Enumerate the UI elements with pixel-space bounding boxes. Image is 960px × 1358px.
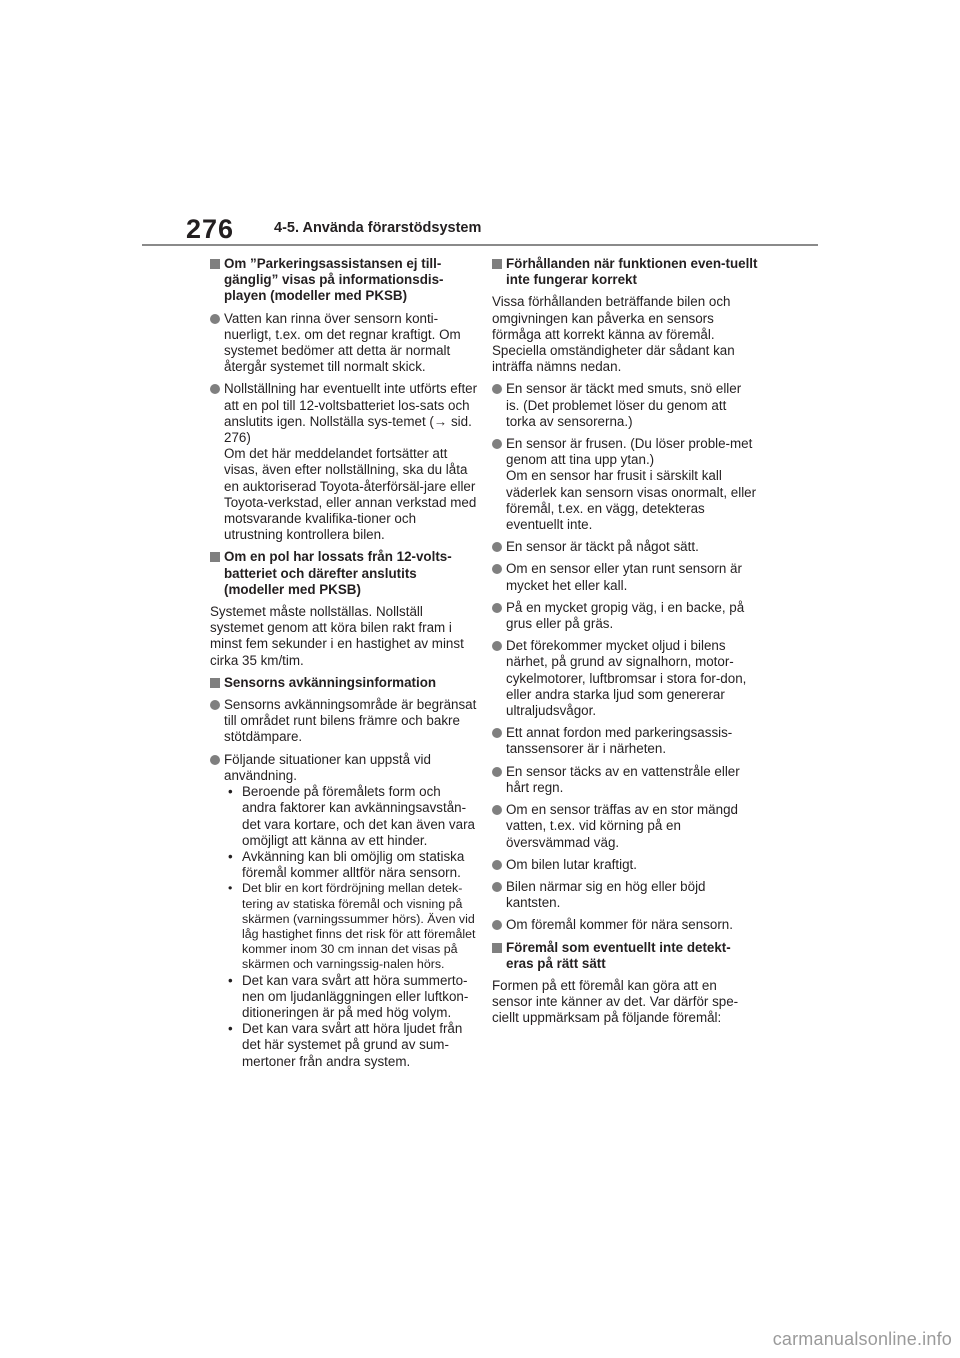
heading-sensor-info: Sensorns avkänningsinformation — [210, 675, 478, 691]
paragraph-conditions-intro: Vissa förhållanden beträffande bilen och omgivningen kan påverka en sensors förmåga att korrekt känna av föremål. Speciella omständigheter där sådant kan inträffa nämns nedan. — [492, 294, 735, 375]
heading-battery-reconnected: Om en pol har lossats från 12-volts-batteriet och därefter anslutits (modeller med PKSB) — [210, 549, 478, 598]
sub-bullet-item: • Det blir en kort fördröjning mellan detek-tering av statiska föremål och visning på skärmen (varningssummer hörs). Även vid låg hastighet finns det risk för att föremålet kommer inom 30 cm innan det visas på skärmen och varningssig-nalen hörs. — [228, 881, 476, 972]
header-rule — [142, 244, 818, 246]
square-bullet-icon — [210, 259, 220, 269]
sub-bullet-item: • Det kan vara svårt att höra summerto-nen om ljudanläggningen eller luftkon-ditioneringen är på med hög volym. — [228, 972, 469, 1020]
paragraph-reset-instructions: Systemet måste nollställas. Nollställ systemet genom att köra bilen rakt fram i minst fem sekunder i en hastighet av minst cirka 35 km/tim. — [210, 604, 464, 668]
sub-bullet-marker: • — [228, 1021, 233, 1037]
heading-undetected-objects: Föremål som eventuellt inte detekt-eras på rätt sätt — [492, 940, 758, 972]
square-bullet-icon — [210, 678, 220, 688]
round-bullet-icon — [492, 882, 502, 892]
sub-bullet-marker: • — [228, 784, 233, 800]
bullet-item: Om föremål kommer för nära sensorn. — [492, 917, 758, 933]
sub-bullet-marker: • — [228, 848, 233, 864]
square-bullet-icon — [492, 943, 502, 953]
bullet-item: Ett annat fordon med parkeringsassis-tanssensorer är i närheten. — [492, 725, 758, 757]
page-number: 276 — [186, 214, 235, 244]
watermark: carmanualsonline.info — [772, 1329, 952, 1349]
heading-parking-assist-unavailable: Om ”Parkeringsassistansen ej till-gänglig” visas på informationsdis-playen (modeller med PKSB) — [210, 256, 478, 305]
round-bullet-icon — [210, 384, 220, 394]
bullet-item: En sensor är frusen. (Du löser proble-met genom att tina upp ytan.) Om en sensor har frusit i särskilt kall väderlek kan sensorn visas onormalt, eller föremål, t.ex. en vägg, detekteras eventuellt inte. — [492, 436, 758, 533]
square-bullet-icon — [492, 259, 502, 269]
round-bullet-icon — [492, 920, 502, 930]
round-bullet-icon — [492, 641, 502, 651]
bullet-item: Om en sensor träffas av en stor mängd vatten, t.ex. vid körning på en översvämmad väg. — [492, 802, 758, 851]
round-bullet-icon — [492, 603, 502, 613]
bullet-item: Om bilen lutar kraftigt. — [492, 857, 758, 873]
round-bullet-icon — [492, 564, 502, 574]
bullet-item: Bilen närmar sig en hög eller böjd kantsten. — [492, 879, 758, 911]
round-bullet-icon — [492, 542, 502, 552]
square-bullet-icon — [210, 552, 220, 562]
paragraph-object-shapes: Formen på ett föremål kan göra att en sensor inte känner av det. Var därför spe-ciellt uppmärksam på följande föremål: — [492, 977, 739, 1026]
sub-bullet-item: • Avkänning kan bli omöjlig om statiska föremål kommer alltför nära sensorn. — [228, 848, 465, 881]
bullet-item: En sensor är täckt med smuts, snö eller is. (Det problemet löser du genom att torka av sensorerna.) — [492, 381, 758, 430]
sub-bullet-item: • Det kan vara svårt att höra ljudet från det här systemet på grund av sum-mertoner från andra system. — [228, 1021, 463, 1069]
round-bullet-icon — [210, 700, 220, 710]
bullet-item: En sensor är täckt på något sätt. — [492, 539, 758, 555]
round-bullet-icon — [492, 860, 502, 870]
bullet-item: Vatten kan rinna över sensorn konti-nuerligt, t.ex. om det regnar kraftigt. Om systemet bedömer att detta är normalt återgår systemet till normalt skick. — [210, 311, 478, 376]
round-bullet-icon — [492, 439, 502, 449]
bullet-item: Nollställning har eventuellt inte utförts efter att en pol till 12-voltsbatteriet los-sats och anslutits igen. Nollställa sys-temet (→ sid. 276) Om det här meddelandet fortsätter att visas, även efter nollställning, ska du låta en auktoriserad Toyota-återförsäl-jare eller Toyota-verkstad, eller annan verkstad med motsvarande kvalifika-tioner och utrustning kontrollera bilen. — [210, 381, 478, 543]
section-title: 4-5. Använda förarstödsystem — [274, 220, 482, 236]
sub-bullet-marker: • — [228, 972, 233, 988]
bullet-item: Följande situationer kan uppstå vid användning. • Beroende på föremålets form och andra faktorer kan avkänningsavstån-det vara kortare, och det kan även vara omöjligt att känna av ett hinder. • Avkänning kan bli omöjlig om statiska föremål kommer alltför nära sensorn. • Det blir en kort fördröjning mellan detek-tering av statiska föremål och visning på skärmen (varningssummer hörs). Även vid låg hastighet finns det risk för att föremålet kommer inom 30 cm innan det visas på skärmen och varningssig-nalen hörs. • Det kan vara svårt att höra summerto-nen om ljudanläggningen eller luftkon-ditioneringen är på med hög volym. • Det kan vara svårt att höra ljudet från det här systemet på grund av sum-mertoner från andra system. — [210, 752, 478, 1070]
bullet-item: På en mycket gropig väg, i en backe, på grus eller på gräs. — [492, 600, 758, 632]
bullet-item: Om en sensor eller ytan runt sensorn är mycket het eller kall. — [492, 561, 758, 593]
bullet-item: En sensor täcks av en vattenstråle eller hårt regn. — [492, 764, 758, 796]
sub-bullet-item: • Beroende på föremålets form och andra faktorer kan avkänningsavstån-det vara kortare, och det kan även vara omöjligt att känna av ett hinder. — [228, 784, 475, 848]
round-bullet-icon — [492, 384, 502, 394]
round-bullet-icon — [492, 805, 502, 815]
left-column — [210, 256, 478, 1076]
round-bullet-icon — [492, 767, 502, 777]
round-bullet-icon — [210, 755, 220, 765]
sub-bullet-marker: • — [228, 881, 233, 896]
round-bullet-icon — [210, 314, 220, 324]
heading-conditions-malfunction: Förhållanden när funktionen even-tuellt inte fungerar korrekt — [492, 256, 758, 288]
right-column — [492, 256, 758, 1033]
bullet-item: Sensorns avkänningsområde är begränsat till området runt bilens främre och bakre stötdämpare. — [210, 697, 478, 746]
round-bullet-icon — [492, 728, 502, 738]
bullet-item: Det förekommer mycket oljud i bilens närhet, på grund av signalhorn, motor-cykelmotorer, luftbromsar i stora for-don, eller andra starka ljud som genererar ultraljudsvågor. — [492, 638, 758, 719]
